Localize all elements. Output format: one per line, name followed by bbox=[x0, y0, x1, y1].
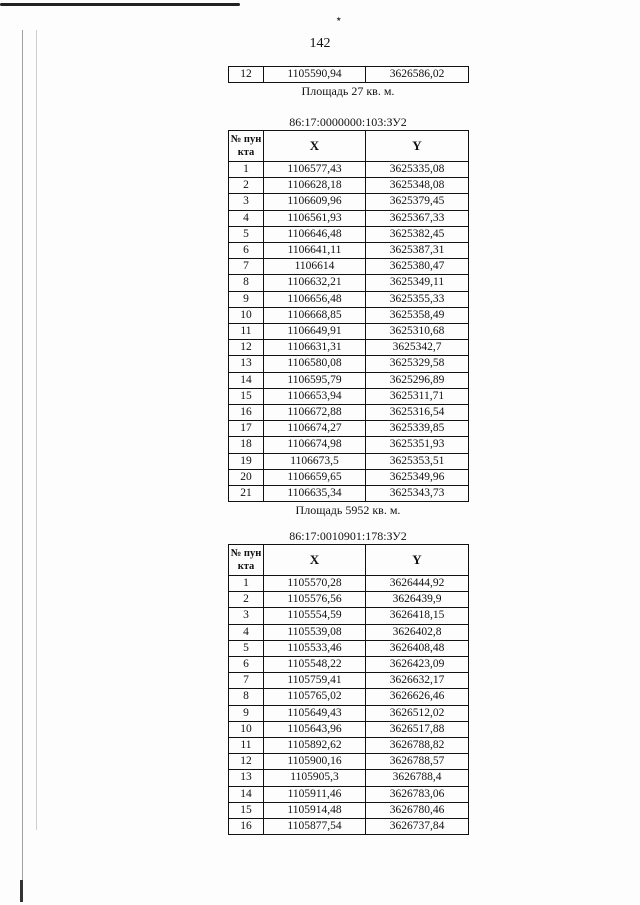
point-number-cell: 3 bbox=[229, 608, 264, 624]
table-row bbox=[229, 340, 469, 356]
point-number-cell: 13 bbox=[229, 770, 264, 786]
y-coordinate-cell: 3625296,89 bbox=[366, 372, 469, 388]
point-number-cell: 2 bbox=[229, 592, 264, 608]
scan-edge-artifact bbox=[22, 30, 23, 900]
table-row bbox=[229, 178, 469, 194]
y-coordinate-cell: 3625339,85 bbox=[366, 421, 469, 437]
point-number-cell: 1 bbox=[229, 576, 264, 592]
scan-edge-artifact bbox=[20, 880, 23, 902]
x-coordinate-cell: 1106580,08 bbox=[264, 356, 366, 372]
point-number-cell: 17 bbox=[229, 421, 264, 437]
x-coordinate-cell: 1106668,85 bbox=[264, 307, 366, 323]
y-coordinate-cell: 3625353,51 bbox=[366, 453, 469, 469]
table-row bbox=[229, 673, 469, 689]
y-coordinate-cell: 3626423,09 bbox=[366, 657, 469, 673]
parcel-block-2 bbox=[228, 528, 468, 835]
coordinates-table bbox=[228, 544, 469, 835]
y-coordinate-cell: 3626418,15 bbox=[366, 608, 469, 624]
table-row bbox=[229, 802, 469, 818]
y-coordinate-cell: 3626402,8 bbox=[366, 624, 469, 640]
y-coordinate-cell: 3626439,9 bbox=[366, 592, 469, 608]
x-coordinate-cell: 1106628,18 bbox=[264, 178, 366, 194]
x-coordinate-cell: 1106614 bbox=[264, 259, 366, 275]
point-number-cell: 7 bbox=[229, 259, 264, 275]
y-coordinate-cell: 3626586,02 bbox=[366, 67, 469, 83]
y-coordinate-cell: 3625329,58 bbox=[366, 356, 469, 372]
y-coordinate-cell: 3625382,45 bbox=[366, 226, 469, 242]
y-coordinate-cell: 3626517,88 bbox=[366, 721, 469, 737]
coordinates-table-continued bbox=[228, 66, 469, 83]
table-row bbox=[229, 576, 469, 592]
table-row bbox=[229, 819, 469, 835]
x-coordinate-cell: 1105554,59 bbox=[264, 608, 366, 624]
y-coordinate-cell: 3625316,54 bbox=[366, 405, 469, 421]
x-coordinate-cell: 1106595,79 bbox=[264, 372, 366, 388]
x-coordinate-cell: 1105900,16 bbox=[264, 754, 366, 770]
table-row bbox=[229, 437, 469, 453]
point-number-cell: 11 bbox=[229, 324, 264, 340]
cadastral-number: 86:17:0000000:103:ЗУ2 bbox=[289, 115, 407, 129]
x-coordinate-cell: 1105576,56 bbox=[264, 592, 366, 608]
point-number-cell: 11 bbox=[229, 738, 264, 754]
point-number-cell: 21 bbox=[229, 486, 264, 502]
point-number-cell: 7 bbox=[229, 673, 264, 689]
table-row bbox=[229, 243, 469, 259]
y-coordinate-cell: 3625335,08 bbox=[366, 162, 469, 178]
table-row bbox=[229, 388, 469, 404]
point-number-cell: 6 bbox=[229, 243, 264, 259]
table-header-row bbox=[229, 131, 469, 162]
point-number-cell: 14 bbox=[229, 786, 264, 802]
point-number-cell: 8 bbox=[229, 275, 264, 291]
table-row bbox=[229, 608, 469, 624]
x-coordinate-cell: 1106646,48 bbox=[264, 226, 366, 242]
x-coordinate-cell: 1106649,91 bbox=[264, 324, 366, 340]
y-coordinate-cell: 3626737,84 bbox=[366, 819, 469, 835]
x-coordinate-cell: 1105539,08 bbox=[264, 624, 366, 640]
point-number-cell: 16 bbox=[229, 405, 264, 421]
table-row bbox=[229, 405, 469, 421]
y-coordinate-cell: 3625358,49 bbox=[366, 307, 469, 323]
x-coordinate-cell: 1106635,34 bbox=[264, 486, 366, 502]
point-number-cell: 15 bbox=[229, 388, 264, 404]
table-row bbox=[229, 469, 469, 485]
point-number-cell: 4 bbox=[229, 210, 264, 226]
table-row bbox=[229, 226, 469, 242]
y-coordinate-cell: 3625380,47 bbox=[366, 259, 469, 275]
y-coordinate-cell: 3626788,57 bbox=[366, 754, 469, 770]
y-coordinate-cell: 3626626,46 bbox=[366, 689, 469, 705]
point-number-cell: 12 bbox=[229, 340, 264, 356]
y-coordinate-cell: 3625343,73 bbox=[366, 486, 469, 502]
point-number-cell: 12 bbox=[229, 754, 264, 770]
parcel-block-1 bbox=[228, 114, 468, 518]
coordinates-table bbox=[228, 130, 469, 502]
table-row bbox=[229, 657, 469, 673]
x-coordinate-cell: 1106674,98 bbox=[264, 437, 366, 453]
point-number-cell: 19 bbox=[229, 453, 264, 469]
y-coordinate-cell: 3626444,92 bbox=[366, 576, 469, 592]
table-row bbox=[229, 486, 469, 502]
point-number-cell: 8 bbox=[229, 689, 264, 705]
x-coordinate-cell: 1105765,02 bbox=[264, 689, 366, 705]
column-header-y: Y bbox=[366, 131, 469, 162]
x-coordinate-cell: 1105759,41 bbox=[264, 673, 366, 689]
x-coordinate-cell: 1105590,94 bbox=[264, 67, 366, 83]
header-mark: ٭ bbox=[336, 14, 342, 25]
y-coordinate-cell: 3625349,96 bbox=[366, 469, 469, 485]
table-header-row bbox=[229, 545, 469, 576]
point-number-cell: 12 bbox=[229, 67, 264, 83]
x-coordinate-cell: 1106653,94 bbox=[264, 388, 366, 404]
point-number-cell: 6 bbox=[229, 657, 264, 673]
x-coordinate-cell: 1105911,46 bbox=[264, 786, 366, 802]
point-number-cell: 16 bbox=[229, 819, 264, 835]
column-header-y: Y bbox=[366, 545, 469, 576]
table-row bbox=[229, 421, 469, 437]
column-header-x: X bbox=[264, 545, 366, 576]
x-coordinate-cell: 1106674,27 bbox=[264, 421, 366, 437]
x-coordinate-cell: 1105649,43 bbox=[264, 705, 366, 721]
table-row bbox=[229, 275, 469, 291]
y-coordinate-cell: 3625348,08 bbox=[366, 178, 469, 194]
x-coordinate-cell: 1105548,22 bbox=[264, 657, 366, 673]
point-number-cell: 5 bbox=[229, 640, 264, 656]
point-number-cell: 3 bbox=[229, 194, 264, 210]
x-coordinate-cell: 1105877,54 bbox=[264, 819, 366, 835]
y-coordinate-cell: 3626512,02 bbox=[366, 705, 469, 721]
table-row bbox=[229, 624, 469, 640]
table-row bbox=[229, 307, 469, 323]
table-row bbox=[229, 754, 469, 770]
x-coordinate-cell: 1105905,3 bbox=[264, 770, 366, 786]
y-coordinate-cell: 3625379,45 bbox=[366, 194, 469, 210]
point-number-cell: 9 bbox=[229, 291, 264, 307]
x-coordinate-cell: 1106609,96 bbox=[264, 194, 366, 210]
point-number-cell: 18 bbox=[229, 437, 264, 453]
page-number: 142 bbox=[309, 36, 331, 51]
y-coordinate-cell: 3626783,06 bbox=[366, 786, 469, 802]
y-coordinate-cell: 3626780,46 bbox=[366, 802, 469, 818]
table-row bbox=[229, 324, 469, 340]
area-caption: Площадь 27 кв. м. bbox=[301, 84, 395, 99]
table-row bbox=[229, 67, 469, 83]
y-coordinate-cell: 3625311,71 bbox=[366, 388, 469, 404]
y-coordinate-cell: 3626632,17 bbox=[366, 673, 469, 689]
scan-edge-artifact bbox=[36, 30, 37, 830]
point-number-cell: 9 bbox=[229, 705, 264, 721]
carry-over-block bbox=[228, 66, 468, 99]
x-coordinate-cell: 1106631,31 bbox=[264, 340, 366, 356]
table-row bbox=[229, 259, 469, 275]
table-row bbox=[229, 372, 469, 388]
y-coordinate-cell: 3625367,33 bbox=[366, 210, 469, 226]
y-coordinate-cell: 3625355,33 bbox=[366, 291, 469, 307]
table-row bbox=[229, 738, 469, 754]
x-coordinate-cell: 1105892,62 bbox=[264, 738, 366, 754]
x-coordinate-cell: 1106659,65 bbox=[264, 469, 366, 485]
point-number-cell: 5 bbox=[229, 226, 264, 242]
x-coordinate-cell: 1105643,96 bbox=[264, 721, 366, 737]
point-number-cell: 10 bbox=[229, 721, 264, 737]
x-coordinate-cell: 1106577,43 bbox=[264, 162, 366, 178]
table-row bbox=[229, 721, 469, 737]
x-coordinate-cell: 1106561,93 bbox=[264, 210, 366, 226]
x-coordinate-cell: 1106673,5 bbox=[264, 453, 366, 469]
table-row bbox=[229, 689, 469, 705]
point-number-cell: 4 bbox=[229, 624, 264, 640]
table-row bbox=[229, 453, 469, 469]
table-row bbox=[229, 640, 469, 656]
x-coordinate-cell: 1105914,48 bbox=[264, 802, 366, 818]
table-row bbox=[229, 770, 469, 786]
x-coordinate-cell: 1105570,28 bbox=[264, 576, 366, 592]
y-coordinate-cell: 3625342,7 bbox=[366, 340, 469, 356]
point-number-cell: 1 bbox=[229, 162, 264, 178]
y-coordinate-cell: 3625351,93 bbox=[366, 437, 469, 453]
y-coordinate-cell: 3626788,4 bbox=[366, 770, 469, 786]
point-number-cell: 15 bbox=[229, 802, 264, 818]
point-number-cell: 2 bbox=[229, 178, 264, 194]
x-coordinate-cell: 1106672,88 bbox=[264, 405, 366, 421]
y-coordinate-cell: 3625310,68 bbox=[366, 324, 469, 340]
x-coordinate-cell: 1106656,48 bbox=[264, 291, 366, 307]
point-number-cell: 20 bbox=[229, 469, 264, 485]
column-header-point-number: № пун кта bbox=[229, 131, 264, 162]
point-number-cell: 13 bbox=[229, 356, 264, 372]
x-coordinate-cell: 1106641,11 bbox=[264, 243, 366, 259]
y-coordinate-cell: 3625349,11 bbox=[366, 275, 469, 291]
y-coordinate-cell: 3625387,31 bbox=[366, 243, 469, 259]
x-coordinate-cell: 1105533,46 bbox=[264, 640, 366, 656]
table-row bbox=[229, 705, 469, 721]
scan-edge-artifact bbox=[0, 3, 240, 6]
point-number-cell: 14 bbox=[229, 372, 264, 388]
table-row bbox=[229, 356, 469, 372]
point-number-cell: 10 bbox=[229, 307, 264, 323]
y-coordinate-cell: 3626408,48 bbox=[366, 640, 469, 656]
table-row bbox=[229, 162, 469, 178]
cadastral-number: 86:17:0010901:178:ЗУ2 bbox=[289, 529, 407, 543]
area-caption: Площадь 5952 кв. м. bbox=[295, 503, 401, 518]
x-coordinate-cell: 1106632,21 bbox=[264, 275, 366, 291]
table-row bbox=[229, 210, 469, 226]
table-row bbox=[229, 291, 469, 307]
table-row bbox=[229, 786, 469, 802]
column-header-x: X bbox=[264, 131, 366, 162]
table-row bbox=[229, 592, 469, 608]
table-row bbox=[229, 194, 469, 210]
column-header-point-number: № пун кта bbox=[229, 545, 264, 576]
y-coordinate-cell: 3626788,82 bbox=[366, 738, 469, 754]
